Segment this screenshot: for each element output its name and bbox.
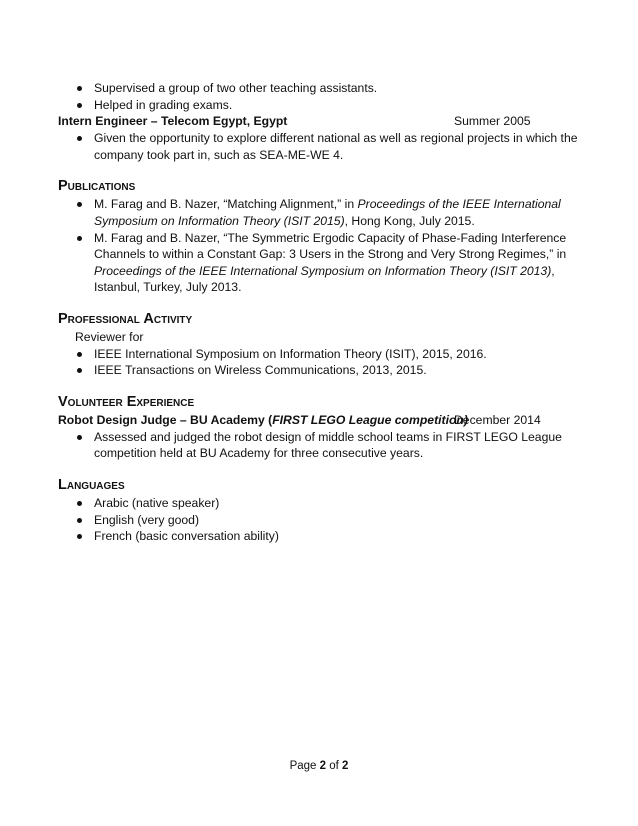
current-page-number: 2: [319, 760, 327, 772]
list-item: Helped in grading exams.: [58, 97, 598, 114]
list-item: Arabic (native speaker): [58, 495, 598, 512]
publications-heading: Publications: [58, 178, 136, 195]
resume-page: [58, 80, 598, 545]
job-title: Intern Engineer – Telecom Egypt, Egypt: [58, 114, 288, 129]
languages-heading: Languages: [58, 476, 125, 493]
list-item: Supervised a group of two other teaching assistants.: [58, 80, 598, 97]
publications-list: [58, 196, 598, 296]
languages-list: [58, 495, 598, 545]
list-item: English (very good): [58, 512, 598, 529]
volunteer-heading: Volunteer Experience: [58, 393, 195, 410]
list-item: Assessed and judged the robot design of middle school teams in FIRST LEGO League competition held at BU Academy for three consecutive years.: [58, 429, 598, 462]
job-title: Robot Design Judge – BU Academy (FIRST LEGO League competition): [58, 412, 468, 427]
total-page-number: 2: [342, 760, 349, 772]
job-date: Summer 2005: [454, 114, 531, 129]
professional-activity-heading: Professional Activity: [58, 310, 193, 327]
list-item: Given the opportunity to explore different national as well as regional projects in which the company took part in, such as SEA-ME-WE 4.: [58, 130, 598, 163]
intern-bullet-list: [58, 130, 598, 163]
teaching-bullet-list: [58, 80, 598, 113]
list-item: IEEE International Symposium on Information Theory (ISIT), 2015, 2016.: [58, 346, 598, 363]
professional-list: [58, 346, 598, 379]
publication-item: M. Farag and B. Nazer, “The Symmetric Ergodic Capacity of Phase-Fading Interference Channels to within a Constant Gap: 3 Users in the Strong and Very Strong Regimes,” in Proceedings of the IEEE International Symposium on Information Theory (ISIT 2013), Istanbul, Turkey, July 2013.: [58, 230, 598, 296]
intern-job-header: [58, 113, 598, 130]
volunteer-job-header: [58, 412, 598, 429]
publication-item: M. Farag and B. Nazer, “Matching Alignment,” in Proceedings of the IEEE International Symposium on Information Theory (ISIT 2015), Hong Kong, July 2015.: [58, 196, 598, 229]
job-date: December 2014: [454, 412, 541, 427]
reviewer-intro: Reviewer for: [75, 329, 144, 344]
volunteer-bullet-list: [58, 429, 598, 462]
list-item: French (basic conversation ability): [58, 528, 598, 545]
list-item: IEEE Transactions on Wireless Communications, 2013, 2015.: [58, 362, 598, 379]
page-footer: Page 2 of 2: [289, 760, 349, 772]
